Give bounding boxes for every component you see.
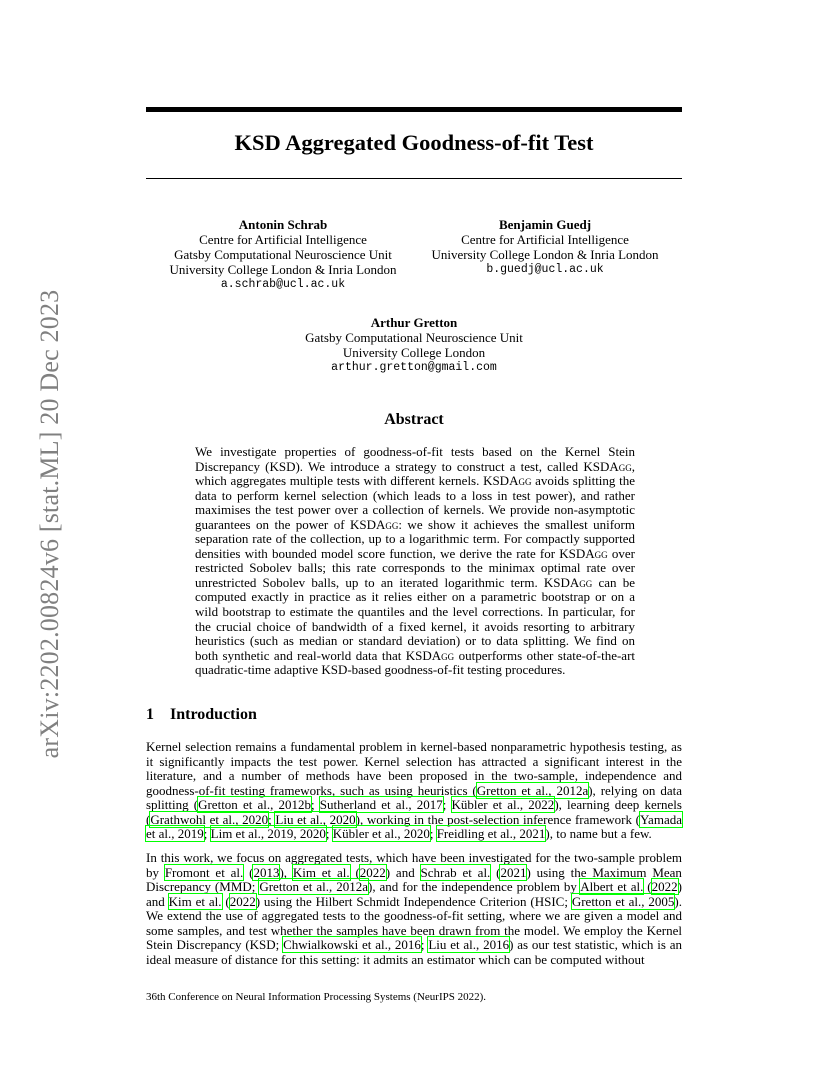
citation-link[interactable]: 2022 — [229, 893, 256, 909]
intro-paragraph-2: In this work, we focus on aggregated tests, which have been investigated for the two-sample problem by Fromont et al. (2013), Kim et al. (2022) and Schrab et al. (2021) using the Maximum Mean Discrepancy (MMD; Gretton et al., 2012a), and for the independence problem by Albert et al. (2022) and Kim et al. (2022) using the Hilbert Schmidt Independence Criterion (HSIC; Gretton et al., 2005). We extend the use of aggregated tests to the goodness-of-fit setting, where we are given a model and some samples, and test whether the samples have been drawn from the model. We employ the Kernel Stein Discrepancy (KSD; Chwialkowski et al., 2016; Liu et al., 2016) as our test statistic, which is an ideal measure of distance for this setting: it admits an estimator which can be computed without — [146, 850, 682, 967]
citation-link[interactable]: Albert et al. — [580, 879, 644, 895]
citation-link[interactable]: Kübler et al., 2020 — [332, 826, 430, 842]
title-rule-top — [146, 107, 682, 112]
conference-footnote: 36th Conference on Neural Information Processing Systems (NeurIPS 2022). — [146, 991, 487, 1003]
citation-link[interactable]: Gretton et al., 2012b — [198, 797, 311, 813]
citation-link[interactable]: Lim et al., 2019, 2020 — [210, 826, 326, 842]
method-name: KSDAgg — [559, 545, 608, 561]
arxiv-stamp: arXiv:2202.00824v6 [stat.ML] 20 Dec 2023 — [35, 289, 64, 759]
author-affiliation: University College London & Inria London — [169, 262, 397, 277]
author-affiliation: University College London & Inria London — [431, 247, 659, 262]
citation-link[interactable]: Kim et al. — [292, 864, 350, 880]
citation-link[interactable]: Schrab et al. — [420, 864, 491, 880]
citation-link[interactable]: Liu et al., 2020 — [275, 811, 356, 827]
author-email[interactable]: arthur.gretton@gmail.com — [331, 361, 497, 374]
citation-link[interactable]: Freidling et al., 2021 — [436, 826, 546, 842]
citation-link[interactable]: Gretton et al., 2012a — [476, 782, 589, 798]
method-name: KSDAgg — [349, 516, 399, 532]
method-name: KSDAgg — [543, 574, 593, 590]
citation-link[interactable]: Sutherland et al., 2017 — [319, 797, 443, 813]
citation-link[interactable]: 2013 — [253, 864, 280, 880]
citation-link[interactable]: Yamada et al., 2019 — [146, 811, 682, 842]
author-affiliation: University College London — [342, 345, 486, 360]
method-name: KSDAgg — [583, 458, 632, 474]
method-name: KSDAgg — [405, 647, 455, 663]
citation-link[interactable]: Kim et al. — [168, 893, 222, 909]
abstract-heading: Abstract — [384, 411, 444, 428]
citation-link[interactable]: Gretton et al., 2005 — [571, 893, 675, 909]
author-name: Antonin Schrab — [238, 217, 328, 232]
author-affiliation: Centre for Artificial Intelligence — [199, 232, 367, 247]
author-block-guedj — [414, 217, 676, 277]
author-affiliation: Centre for Artificial Intelligence — [461, 232, 629, 247]
citation-link[interactable]: Chwialkowski et al., 2016 — [283, 937, 421, 953]
author-affiliation: Gatsby Computational Neuroscience Unit — [174, 247, 392, 262]
author-block-gretton — [262, 315, 566, 375]
paper-title: KSD Aggregated Goodness-of-fit Test — [234, 130, 594, 155]
section-title: Introduction — [170, 706, 257, 723]
citation-link[interactable]: 2022 — [651, 879, 678, 895]
author-affiliation: Gatsby Computational Neuroscience Unit — [305, 330, 523, 345]
section-number: 1 — [146, 706, 154, 723]
author-email[interactable]: a.schrab@ucl.ac.uk — [220, 278, 346, 291]
citation-link[interactable]: Kübler et al., 2022 — [451, 797, 555, 813]
title-rule-bottom — [146, 178, 682, 179]
citation-link[interactable]: Liu et al., 2016 — [428, 937, 510, 953]
author-name: Arthur Gretton — [370, 315, 458, 330]
citation-link[interactable]: 2021 — [500, 864, 527, 880]
citation-link[interactable]: Fromont et al. — [164, 864, 244, 880]
citation-link[interactable]: Grathwohl et al., 2020 — [150, 811, 269, 827]
author-email[interactable]: b.guedj@ucl.ac.uk — [486, 263, 604, 276]
author-block-schrab — [150, 217, 416, 292]
method-name: KSDAgg — [483, 473, 532, 489]
abstract-text: We investigate properties of goodness-of-fit tests based on the Kernel Stein Discrepancy (KSD). We introduce a strategy to construct a test, called KSDAgg, which aggregates multiple tests with different kernels. KSDAgg avoids splitting the data to perform kernel selection (which leads to a loss in test power), and rather maximises the test power over a collection of kernels. We provide non-asymptotic guarantees on the power of KSDAgg: we show it achieves the smallest uniform separation rate of the collection, up to a logarithmic term. For compactly supported densities with bounded model score function, we derive the rate for KSDAgg over restricted Sobolev balls; this rate corresponds to the minimax optimal rate over unrestricted Sobolev balls, up to an iterated logarithmic term. KSDAgg can be computed exactly in practice as it relies either on a parametric bootstrap or on a wild bootstrap to estimate the quantiles and the level corrections. In particular, for the crucial choice of bandwidth of a fixed kernel, it avoids resorting to arbitrary heuristics (such as median or standard deviation) or to data splitting. We find on both synthetic and real-world data that KSDAgg outperforms other state-of-the-art quadratic-time adaptive KSD-based goodness-of-fit testing procedures. — [195, 444, 636, 678]
author-name: Benjamin Guedj — [498, 217, 592, 232]
citation-link[interactable]: Gretton et al., 2012a — [259, 879, 368, 895]
section-heading-introduction — [146, 706, 257, 724]
intro-paragraph-1: Kernel selection remains a fundamental problem in kernel-based nonparametric hypothesis testing, as it significantly impacts the test power. Kernel selection has attracted a significant interest in the literature, and a number of methods have been proposed in the two-sample, independence and goodness-of-fit testing frameworks, such as using heuristics (Gretton et al., 2012a), relying on data splitting (Gretton et al., 2012b; Sutherland et al., 2017; Kübler et al., 2022), learning deep kernels (Grathwohl et al., 2020; Liu et al., 2020), working in the post-selection inference framework (Yamada et al., 2019; Lim et al., 2019, 2020; Kübler et al., 2020; Freidling et al., 2021), to name but a few. — [146, 739, 682, 842]
citation-link[interactable]: 2022 — [359, 864, 386, 880]
